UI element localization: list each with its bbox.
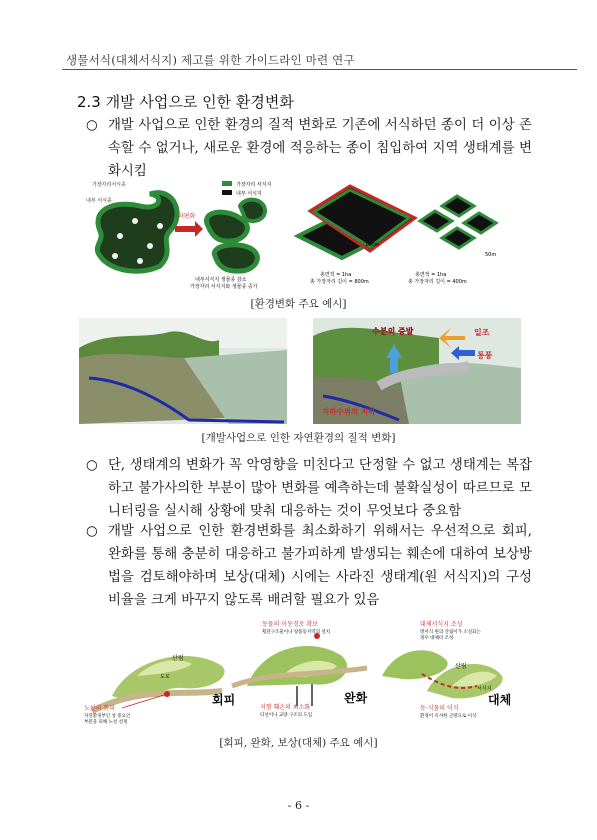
dim-small: 50m bbox=[485, 252, 497, 258]
bullet-paragraph-2 bbox=[86, 454, 532, 523]
label-alt-habitat: 대체서식지 조성 bbox=[420, 621, 463, 628]
area-small: 총면적 = 1ha bbox=[415, 272, 447, 278]
figure3-caption: [회피, 완화, 보상(대체) 주요 예시] bbox=[219, 737, 378, 749]
label-relocation-sub: 환경이 유사한 근방으로 이식 bbox=[420, 714, 477, 719]
note-left-2: 가장자리 서식지와 생물종 증가 bbox=[190, 284, 258, 290]
label-interior-species: 내부 서식종 bbox=[86, 198, 112, 204]
page-number: - 6 - bbox=[287, 799, 310, 812]
label-evaporation: 수분의 증발 bbox=[372, 327, 414, 336]
figure2-caption: [개발사업으로 인한 자연환경의 질적 변화] bbox=[201, 432, 396, 444]
label-route-avoid-sub1: 자연환경부인 상 중요인 bbox=[84, 714, 131, 719]
label-route-avoid-sub2: 부분을 피해 노선 선정 bbox=[84, 720, 128, 725]
legend-swatch-interior bbox=[222, 190, 232, 195]
fragmentation-arrow bbox=[175, 221, 203, 237]
bullet-paragraph-1 bbox=[86, 114, 532, 183]
dim-large: 100m bbox=[365, 242, 380, 248]
label-alt-habitat-sub1: 망서식 원의 산림이가 소실되는 bbox=[420, 630, 481, 635]
fragmentation-label: 파편화 bbox=[178, 213, 196, 220]
habitat-blob-after-1 bbox=[206, 212, 247, 241]
bullet-symbol: ○ bbox=[86, 118, 98, 133]
bullet-text: 개발 사업으로 인한 환경변화를 최소화하기 위해서는 우선적으로 회피, 완화를 통해 충분히 대응하고 불가피하게 발생되는 훼손에 대하여 보상방법을 검토해야하며 보상(대체) 시에는 사라진 생태계(원 서식지)의 구성 비율을 크게 바꾸지 않도록 배려할 필요가 있음 bbox=[108, 524, 532, 608]
label-mountain-2: 산림 bbox=[455, 663, 467, 670]
habitat-blob-after-3 bbox=[240, 200, 265, 221]
figure-natural-environment bbox=[79, 318, 521, 424]
edge-small: 총 가장자리 길이 = 400m bbox=[408, 279, 467, 285]
label-groundwater: 지하수위의 저하 bbox=[322, 407, 376, 416]
bullet-symbol: ○ bbox=[86, 458, 98, 473]
label-avoid: 회피 bbox=[212, 693, 236, 707]
habitat-squares-small bbox=[420, 196, 496, 248]
figure1-caption: [환경변화 주요 예시] bbox=[250, 298, 347, 310]
bullet-text: 단, 생태계의 변화가 꼭 악영향을 미친다고 단정할 수 없고 생태계는 복잡하고 불가사의한 부분이 많아 변화를 예측하는데 불확실성이 따르므로 모니터링을 실시해 상황에 맞춰 대응하는 것이 무엇보다 중요함 bbox=[108, 458, 532, 519]
label-sunlight: 일조 bbox=[474, 328, 490, 337]
header-rule bbox=[62, 69, 577, 70]
label-mountain-1: 산림 bbox=[172, 655, 184, 662]
bullet-text: 개발 사업으로 인한 환경의 질적 변화로 기존에 서식하던 종이 더 이상 존속할 수 없거나, 새로운 환경에 적응하는 종이 침입하여 지역 생태계를 변화시킴 bbox=[108, 118, 532, 179]
label-animal-path: 동물의 이동경로 확보 bbox=[262, 621, 318, 628]
bullet-paragraph-3 bbox=[86, 520, 532, 612]
edge-large: 총 가장자리 길이 = 800m bbox=[310, 279, 369, 285]
legend-edge: 가장자리 서식지 bbox=[236, 182, 272, 188]
area-large: 총면적 = 1ha bbox=[320, 272, 352, 278]
label-road-1: 도로 bbox=[160, 674, 170, 680]
label-terrain-min: 지형 훼손의 최소화 bbox=[260, 704, 311, 711]
label-compensate: 대체 bbox=[488, 693, 512, 707]
legend-interior: 내부 서식지 bbox=[236, 191, 262, 197]
label-terrain-min-sub: 터널이나 교량 구조의 도입 bbox=[260, 713, 313, 718]
label-route-avoid: 노선의 회피 bbox=[84, 705, 115, 712]
label-ventilation: 통풍 bbox=[477, 351, 493, 360]
label-animal-path-sub: 횡단구조물이나 창틀동지역의 설치 bbox=[262, 630, 331, 635]
label-edge-species: 가장자리서식종 bbox=[92, 182, 126, 188]
habitat-blob-after-2 bbox=[214, 245, 257, 271]
figure-avoid-mitigate-compensate bbox=[82, 616, 522, 726]
bullet-symbol: ○ bbox=[86, 524, 98, 539]
section-title: 2.3 개발 사업으로 인한 환경변화 bbox=[77, 93, 294, 111]
running-header: 생물서식(대체서식지) 제고를 위한 가이드라인 마련 연구 bbox=[66, 53, 355, 67]
label-new-habitat: 서식지 bbox=[477, 686, 492, 692]
label-mitigate: 완화 bbox=[344, 691, 368, 705]
label-relocation: 동·식물의 이식 bbox=[420, 705, 459, 712]
legend-swatch-edge bbox=[222, 181, 232, 186]
figure-environment-change bbox=[80, 176, 500, 294]
note-left-1: 내부서식지 생물종 감소 bbox=[195, 277, 247, 283]
habitat-blob-before bbox=[97, 193, 177, 272]
label-alt-habitat-sub2: 경우 대체터 조성 bbox=[420, 636, 454, 641]
